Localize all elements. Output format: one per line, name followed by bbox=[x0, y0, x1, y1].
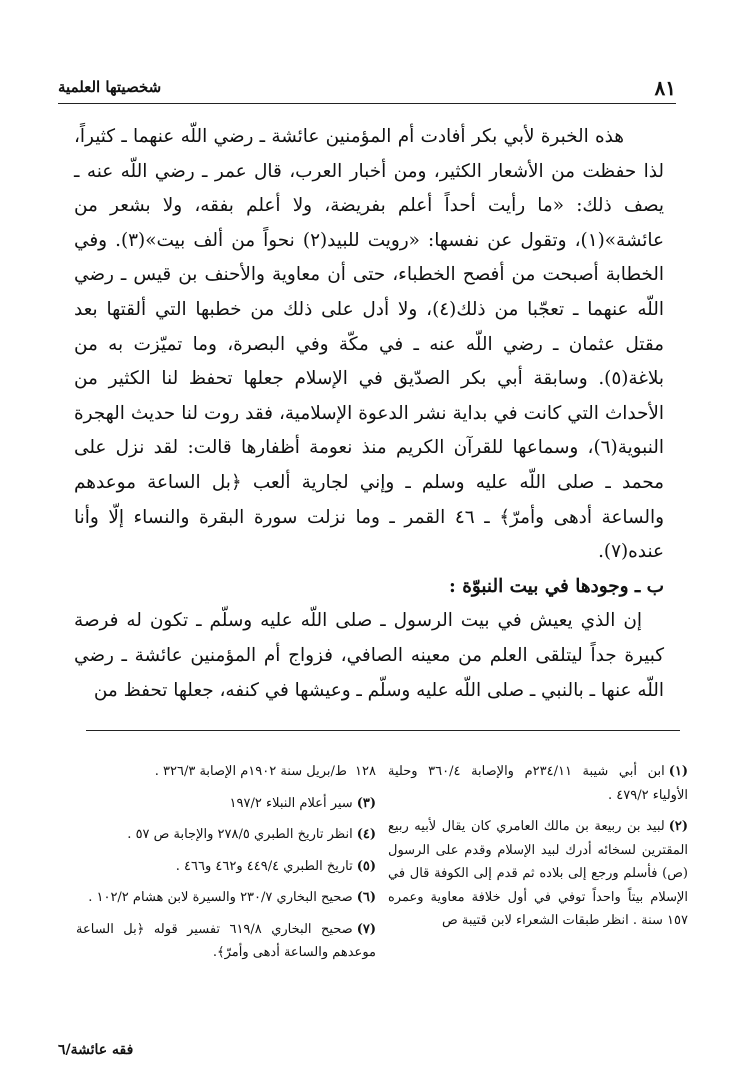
footnote-4 bbox=[76, 823, 376, 847]
running-head bbox=[58, 72, 676, 102]
footnote-number: (٢) bbox=[668, 819, 688, 834]
page-number: ٨١ bbox=[654, 76, 676, 100]
printer-signature: فقه عائشة/٦ bbox=[58, 1042, 134, 1058]
footnote-7 bbox=[76, 918, 376, 965]
footnote-1 bbox=[388, 760, 688, 807]
footnote-text: ابن أبي شيبة ٢٣٤/١١م والإصابة ٣٦٠/٤ وحلية الأولياء ٤٧٩/٢ . bbox=[388, 764, 688, 803]
footnote-rule bbox=[86, 730, 680, 731]
header-rule bbox=[58, 103, 676, 104]
footnote-number: (٥) bbox=[356, 858, 376, 874]
footnote-5 bbox=[76, 855, 376, 879]
footnote-3 bbox=[76, 792, 376, 816]
footnote-number: (١) bbox=[668, 764, 688, 779]
footnote-2 bbox=[388, 815, 688, 933]
footnote-text: سير أعلام النبلاء ١٩٧/٢ bbox=[229, 795, 353, 811]
body-paragraph: هذه الخبرة لأبي بكر أفادت أم المؤمنين عائشة ـ رضي اللّه عنهما ـ كثيراً، لذا حفظت من الأشعار الكثير، ومن أخبار العرب، قال عمر ـ رضي اللّه عنه ـ يصف ذلك: «ما رأيت أحداً أعلم بفريضة، ولا أعلم بفقه، ولا بشعر من عائشة»(١)، وتقول عن نفسها: «رويت للبيد(٢) نحواً من ألف بيت»(٣). وفي الخطابة أصبحت من أفصح الخطباء، حتى أن معاوية والأحنف بن قيس ـ رضي اللّه عنهما ـ تعجّبا من ذلك(٤)، ولا أدل على ذلك من خطبها التي ألقتها بعد مقتل عثمان ـ رضي اللّه عنه ـ في مكّة وفي البصرة، وما تميّزت به من بلاغة(٥). وسابقة أبي بكر الصدّيق في الإسلام جعلها تحفظ لنا الكثير من الأحداث التي كانت في بداية نشر الدعوة الإسلامية، فقد روت لنا حديث الهجرة النبوية(٦)، وسماعها للقرآن الكريم منذ نعومة أظفارها قالت: لقد نزل على محمد ـ صلى اللّه عليه وسلم ـ وإني لجارية ألعب ﴿بل الساعة موعدهم والساعة أدهى وأمرّ﴾ ـ ٤٦ القمر ـ وما نزلت سورة البقرة والنساء إلّا وأنا عنده(٧). bbox=[74, 126, 664, 563]
footnote-text: ١٢٨ ط/بريل سنة ١٩٠٢م الإصابة ٣٢٦/٣ . bbox=[154, 764, 376, 779]
footnote-2-continued bbox=[76, 760, 376, 784]
footnote-text: صحيح البخاري ٢٣٠/٧ والسيرة لابن هشام ١٠٢/٢ . bbox=[88, 890, 353, 905]
footnote-number: (٤) bbox=[356, 827, 376, 842]
section-heading: ب ـ وجودها في بيت النبوّة : bbox=[449, 575, 664, 597]
main-text bbox=[74, 120, 664, 708]
footnote-text: تاريخ الطبري ٤٤٩/٤ و٤٦٢ و٤٦٦ . bbox=[175, 858, 353, 874]
running-title: شخصيتها العلمية bbox=[58, 78, 162, 96]
footnote-text: انظر تاريخ الطبري ٢٧٨/٥ والإجابة ص ٥٧ . bbox=[127, 827, 353, 842]
footnote-6 bbox=[76, 886, 376, 910]
footnote-number: (٦) bbox=[356, 890, 376, 905]
footnotes-left-column bbox=[76, 760, 376, 973]
footnote-number: (٣) bbox=[356, 795, 376, 811]
footnote-text: صحيح البخاري ٦١٩/٨ تفسير قوله ﴿بل الساعة موعدهم والساعة أدهى وأمرّ﴾. bbox=[76, 921, 376, 960]
footnotes-right-column bbox=[388, 760, 688, 941]
footnote-text: لبيد بن ربيعة بن مالك العامري كان يقال لأبيه ربيع المقترين لسخائه أدرك لبيد الإسلام وقدم على الرسول (ص) فأسلم ورجع إلى بلاده ثم قدم إلى الكوفة قال في الإسلام بيتاً واحداً توفي في أول خلافة معاوية وعمره ١٥٧ سنة . انظر طبقات الشعراء لابن قتيبة ص bbox=[388, 819, 688, 928]
body-paragraph: إن الذي يعيش في بيت الرسول ـ صلى اللّه عليه وسلّم ـ تكون له فرصة كبيرة جداً ليتلقى العلم من معينه الصافي، فزواج أم المؤمنين عائشة ـ رضي اللّه عنها ـ بالنبي ـ صلى اللّه عليه وسلّم ـ وعيشها في كنفه، جعلها تحفظ من bbox=[74, 610, 664, 701]
footnote-number: (٧) bbox=[356, 921, 377, 937]
